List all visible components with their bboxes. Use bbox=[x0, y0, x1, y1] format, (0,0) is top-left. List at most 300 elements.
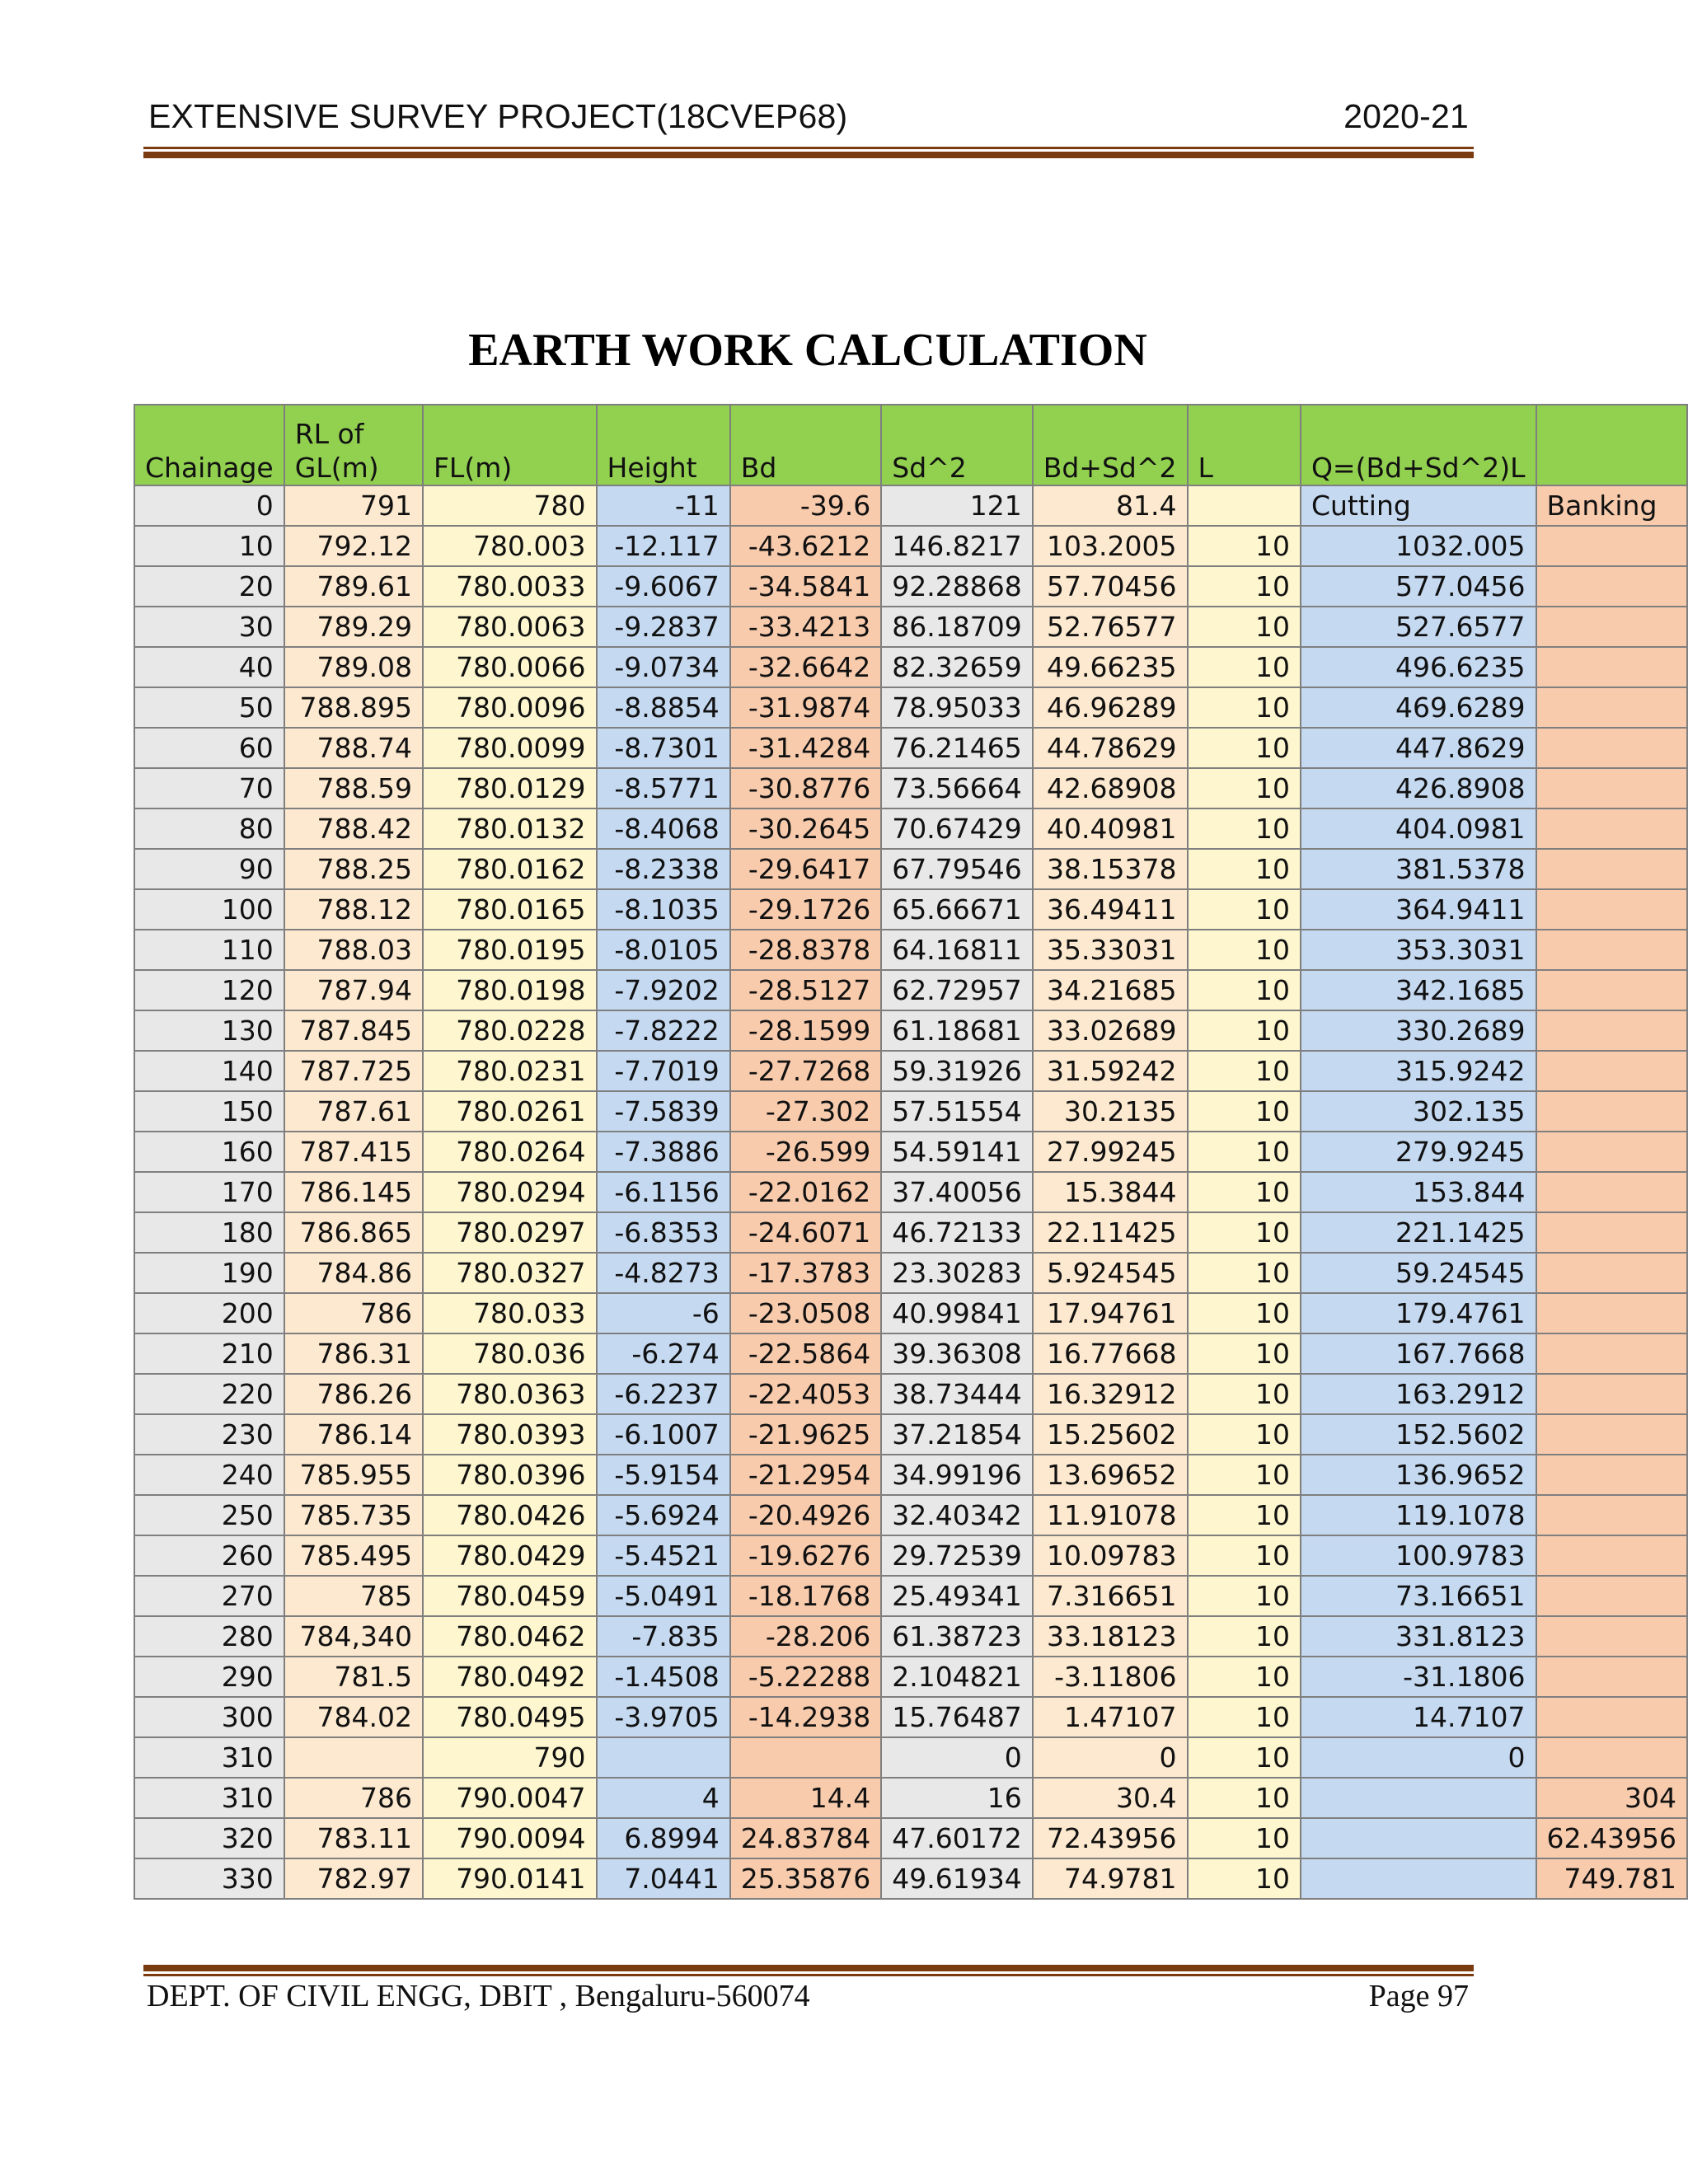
cell-fl: 790 bbox=[423, 1737, 597, 1778]
cell-bd-sd2: 16.77668 bbox=[1033, 1333, 1188, 1374]
table-row bbox=[134, 1818, 1687, 1858]
earthwork-table bbox=[134, 404, 1688, 1900]
cell-chainage: 230 bbox=[134, 1414, 284, 1455]
table-row bbox=[134, 647, 1687, 687]
cell-q: 0 bbox=[1301, 1737, 1536, 1778]
table-row bbox=[134, 1697, 1687, 1737]
cell-height: -6 bbox=[597, 1293, 730, 1333]
cell-bd-sd2: 40.40981 bbox=[1033, 808, 1188, 849]
cell-fl: 780.0327 bbox=[423, 1253, 597, 1293]
table-row bbox=[134, 485, 1687, 526]
cell-banking bbox=[1536, 930, 1688, 970]
cell-q: 221.1425 bbox=[1301, 1212, 1536, 1253]
table-row bbox=[134, 607, 1687, 647]
cell-rl-gl: 785.955 bbox=[284, 1455, 423, 1495]
cell-rl-gl: 788.03 bbox=[284, 930, 423, 970]
cell-bd-sd2: 81.4 bbox=[1033, 485, 1188, 526]
cell-rl-gl: 784.02 bbox=[284, 1697, 423, 1737]
cell-bd-sd2: 33.02689 bbox=[1033, 1010, 1188, 1051]
cell-banking bbox=[1536, 849, 1688, 889]
header-year: 2020-21 bbox=[1343, 97, 1469, 135]
cell-q bbox=[1301, 1858, 1536, 1899]
cell-bd-sd2: 35.33031 bbox=[1033, 930, 1188, 970]
cell-bd: -21.9625 bbox=[730, 1414, 881, 1455]
cell-fl: 780.0429 bbox=[423, 1535, 597, 1576]
cell-fl: 780 bbox=[423, 485, 597, 526]
cell-sd2: 92.28868 bbox=[881, 566, 1032, 607]
cell-fl: 780.0261 bbox=[423, 1091, 597, 1132]
cell-q: Cutting bbox=[1301, 485, 1536, 526]
cell-q: 136.9652 bbox=[1301, 1455, 1536, 1495]
cell-chainage: 290 bbox=[134, 1657, 284, 1697]
cell-height: -8.5771 bbox=[597, 768, 730, 808]
cell-height: -7.8222 bbox=[597, 1010, 730, 1051]
cell-fl: 780.0297 bbox=[423, 1212, 597, 1253]
cell-sd2: 2.104821 bbox=[881, 1657, 1032, 1697]
table-row bbox=[134, 1010, 1687, 1051]
cell-fl: 780.0099 bbox=[423, 728, 597, 768]
cell-banking: Banking bbox=[1536, 485, 1688, 526]
cell-sd2: 46.72133 bbox=[881, 1212, 1032, 1253]
cell-banking bbox=[1536, 1293, 1688, 1333]
table-row bbox=[134, 526, 1687, 566]
cell-banking bbox=[1536, 1051, 1688, 1091]
footer-rule bbox=[143, 1974, 1474, 1976]
cell-sd2: 62.72957 bbox=[881, 970, 1032, 1010]
cell-bd: -33.4213 bbox=[730, 607, 881, 647]
cell-height: -8.2338 bbox=[597, 849, 730, 889]
cell-q: 364.9411 bbox=[1301, 889, 1536, 930]
cell-sd2: 32.40342 bbox=[881, 1495, 1032, 1535]
cell-chainage: 310 bbox=[134, 1737, 284, 1778]
column-header: Height bbox=[597, 405, 730, 485]
table-row bbox=[134, 1616, 1687, 1657]
cell-l: 10 bbox=[1188, 1657, 1301, 1697]
cell-rl-gl: 788.42 bbox=[284, 808, 423, 849]
column-header: L bbox=[1188, 405, 1301, 485]
cell-chainage: 210 bbox=[134, 1333, 284, 1374]
cell-l: 10 bbox=[1188, 1535, 1301, 1576]
cell-fl: 780.0129 bbox=[423, 768, 597, 808]
cell-rl-gl: 783.11 bbox=[284, 1818, 423, 1858]
cell-bd: -31.9874 bbox=[730, 687, 881, 728]
cell-l: 10 bbox=[1188, 1737, 1301, 1778]
cell-chainage: 60 bbox=[134, 728, 284, 768]
cell-rl-gl: 788.59 bbox=[284, 768, 423, 808]
cell-sd2: 61.18681 bbox=[881, 1010, 1032, 1051]
cell-height: -9.6067 bbox=[597, 566, 730, 607]
cell-chainage: 260 bbox=[134, 1535, 284, 1576]
column-header: Bd bbox=[730, 405, 881, 485]
cell-bd-sd2: 5.924545 bbox=[1033, 1253, 1188, 1293]
cell-sd2: 34.99196 bbox=[881, 1455, 1032, 1495]
cell-bd: -24.6071 bbox=[730, 1212, 881, 1253]
table-row bbox=[134, 1778, 1687, 1818]
cell-bd: -22.5864 bbox=[730, 1333, 881, 1374]
cell-rl-gl: 785.495 bbox=[284, 1535, 423, 1576]
cell-bd: -21.2954 bbox=[730, 1455, 881, 1495]
cell-l: 10 bbox=[1188, 1495, 1301, 1535]
cell-height: -8.1035 bbox=[597, 889, 730, 930]
header-rule-thick bbox=[143, 152, 1474, 158]
cell-sd2: 29.72539 bbox=[881, 1535, 1032, 1576]
cell-height: 7.0441 bbox=[597, 1858, 730, 1899]
column-header bbox=[284, 405, 423, 485]
cell-q: 59.24545 bbox=[1301, 1253, 1536, 1293]
header-project-title: EXTENSIVE SURVEY PROJECT(18CVEP68) bbox=[148, 97, 848, 135]
cell-fl: 780.0264 bbox=[423, 1132, 597, 1172]
cell-fl: 780.0462 bbox=[423, 1616, 597, 1657]
cell-fl: 780.0426 bbox=[423, 1495, 597, 1535]
cell-chainage: 310 bbox=[134, 1778, 284, 1818]
cell-q: 331.8123 bbox=[1301, 1616, 1536, 1657]
cell-chainage: 0 bbox=[134, 485, 284, 526]
table-row bbox=[134, 1657, 1687, 1697]
cell-banking bbox=[1536, 1374, 1688, 1414]
cell-sd2: 40.99841 bbox=[881, 1293, 1032, 1333]
cell-sd2: 38.73444 bbox=[881, 1374, 1032, 1414]
table-row bbox=[134, 1535, 1687, 1576]
cell-rl-gl: 788.25 bbox=[284, 849, 423, 889]
cell-height: -9.2837 bbox=[597, 607, 730, 647]
cell-sd2: 78.95033 bbox=[881, 687, 1032, 728]
cell-fl: 780.0063 bbox=[423, 607, 597, 647]
column-header-label: RL of GL(m) bbox=[294, 418, 379, 484]
cell-banking: 62.43956 bbox=[1536, 1818, 1688, 1858]
cell-rl-gl: 781.5 bbox=[284, 1657, 423, 1697]
cell-sd2: 23.30283 bbox=[881, 1253, 1032, 1293]
cell-bd-sd2: 46.96289 bbox=[1033, 687, 1188, 728]
cell-chainage: 120 bbox=[134, 970, 284, 1010]
cell-q: 577.0456 bbox=[1301, 566, 1536, 607]
cell-banking bbox=[1536, 728, 1688, 768]
cell-l: 10 bbox=[1188, 1697, 1301, 1737]
cell-height: -7.3886 bbox=[597, 1132, 730, 1172]
cell-chainage: 280 bbox=[134, 1616, 284, 1657]
cell-sd2: 76.21465 bbox=[881, 728, 1032, 768]
cell-rl-gl: 787.725 bbox=[284, 1051, 423, 1091]
cell-q: 426.8908 bbox=[1301, 768, 1536, 808]
cell-banking bbox=[1536, 1616, 1688, 1657]
column-header: Q=(Bd+Sd^2)L bbox=[1301, 405, 1536, 485]
cell-l: 10 bbox=[1188, 1374, 1301, 1414]
cell-banking bbox=[1536, 687, 1688, 728]
cell-rl-gl: 788.12 bbox=[284, 889, 423, 930]
cell-banking bbox=[1536, 889, 1688, 930]
cell-height: -8.4068 bbox=[597, 808, 730, 849]
cell-l: 10 bbox=[1188, 1576, 1301, 1616]
cell-height: -9.0734 bbox=[597, 647, 730, 687]
cell-sd2: 47.60172 bbox=[881, 1818, 1032, 1858]
cell-height: -11 bbox=[597, 485, 730, 526]
cell-rl-gl: 786.26 bbox=[284, 1374, 423, 1414]
cell-q bbox=[1301, 1818, 1536, 1858]
cell-q: 179.4761 bbox=[1301, 1293, 1536, 1333]
cell-q: 73.16651 bbox=[1301, 1576, 1536, 1616]
column-header bbox=[1536, 405, 1688, 485]
column-header: Chainage bbox=[134, 405, 284, 485]
cell-fl: 780.0195 bbox=[423, 930, 597, 970]
cell-chainage: 250 bbox=[134, 1495, 284, 1535]
cell-height: 4 bbox=[597, 1778, 730, 1818]
cell-rl-gl: 792.12 bbox=[284, 526, 423, 566]
cell-fl: 780.0495 bbox=[423, 1697, 597, 1737]
cell-chainage: 270 bbox=[134, 1576, 284, 1616]
cell-sd2: 0 bbox=[881, 1737, 1032, 1778]
cell-rl-gl bbox=[284, 1737, 423, 1778]
table-row bbox=[134, 1172, 1687, 1212]
cell-sd2: 61.38723 bbox=[881, 1616, 1032, 1657]
cell-fl: 780.0231 bbox=[423, 1051, 597, 1091]
cell-bd: -14.2938 bbox=[730, 1697, 881, 1737]
table-row bbox=[134, 1212, 1687, 1253]
cell-q: 496.6235 bbox=[1301, 647, 1536, 687]
table-row bbox=[134, 1253, 1687, 1293]
cell-q: 279.9245 bbox=[1301, 1132, 1536, 1172]
cell-bd: -34.5841 bbox=[730, 566, 881, 607]
cell-height: -6.274 bbox=[597, 1333, 730, 1374]
table-row bbox=[134, 1414, 1687, 1455]
cell-fl: 780.033 bbox=[423, 1293, 597, 1333]
cell-bd-sd2: 13.69652 bbox=[1033, 1455, 1188, 1495]
cell-bd-sd2: 72.43956 bbox=[1033, 1818, 1188, 1858]
cell-banking bbox=[1536, 1091, 1688, 1132]
cell-height: -6.8353 bbox=[597, 1212, 730, 1253]
table-row bbox=[134, 1374, 1687, 1414]
table-row bbox=[134, 1132, 1687, 1172]
cell-banking bbox=[1536, 566, 1688, 607]
cell-sd2: 64.16811 bbox=[881, 930, 1032, 970]
cell-bd: 24.83784 bbox=[730, 1818, 881, 1858]
cell-rl-gl: 791 bbox=[284, 485, 423, 526]
table-row bbox=[134, 1455, 1687, 1495]
cell-rl-gl: 787.415 bbox=[284, 1132, 423, 1172]
cell-height: -4.8273 bbox=[597, 1253, 730, 1293]
table-row bbox=[134, 1576, 1687, 1616]
cell-q: 315.9242 bbox=[1301, 1051, 1536, 1091]
cell-fl: 780.0363 bbox=[423, 1374, 597, 1414]
cell-banking bbox=[1536, 1333, 1688, 1374]
cell-rl-gl: 784.86 bbox=[284, 1253, 423, 1293]
cell-fl: 780.003 bbox=[423, 526, 597, 566]
cell-fl: 780.0492 bbox=[423, 1657, 597, 1697]
cell-fl: 780.0165 bbox=[423, 889, 597, 930]
cell-banking: 304 bbox=[1536, 1778, 1688, 1818]
cell-sd2: 67.79546 bbox=[881, 849, 1032, 889]
cell-fl: 790.0141 bbox=[423, 1858, 597, 1899]
cell-l bbox=[1188, 485, 1301, 526]
cell-sd2: 59.31926 bbox=[881, 1051, 1032, 1091]
cell-bd-sd2: 52.76577 bbox=[1033, 607, 1188, 647]
cell-banking bbox=[1536, 1737, 1688, 1778]
cell-l: 10 bbox=[1188, 1010, 1301, 1051]
cell-height: -5.6924 bbox=[597, 1495, 730, 1535]
cell-banking bbox=[1536, 1535, 1688, 1576]
cell-sd2: 73.56664 bbox=[881, 768, 1032, 808]
table-row bbox=[134, 1333, 1687, 1374]
cell-bd: -32.6642 bbox=[730, 647, 881, 687]
cell-banking: 749.781 bbox=[1536, 1858, 1688, 1899]
cell-bd-sd2: 30.4 bbox=[1033, 1778, 1188, 1818]
cell-l: 10 bbox=[1188, 687, 1301, 728]
cell-q: 381.5378 bbox=[1301, 849, 1536, 889]
cell-banking bbox=[1536, 1576, 1688, 1616]
cell-bd: -22.0162 bbox=[730, 1172, 881, 1212]
cell-fl: 780.0096 bbox=[423, 687, 597, 728]
cell-bd: -31.4284 bbox=[730, 728, 881, 768]
column-header: Bd+Sd^2 bbox=[1033, 405, 1188, 485]
cell-l: 10 bbox=[1188, 1172, 1301, 1212]
cell-l: 10 bbox=[1188, 889, 1301, 930]
cell-l: 10 bbox=[1188, 1455, 1301, 1495]
cell-rl-gl: 787.94 bbox=[284, 970, 423, 1010]
cell-bd: -29.6417 bbox=[730, 849, 881, 889]
cell-banking bbox=[1536, 1697, 1688, 1737]
cell-height: -3.9705 bbox=[597, 1697, 730, 1737]
cell-l: 10 bbox=[1188, 1212, 1301, 1253]
cell-banking bbox=[1536, 1172, 1688, 1212]
cell-rl-gl: 785 bbox=[284, 1576, 423, 1616]
cell-banking bbox=[1536, 1455, 1688, 1495]
cell-fl: 780.0198 bbox=[423, 970, 597, 1010]
cell-l: 10 bbox=[1188, 607, 1301, 647]
cell-chainage: 70 bbox=[134, 768, 284, 808]
cell-sd2: 37.21854 bbox=[881, 1414, 1032, 1455]
cell-height: -7.5839 bbox=[597, 1091, 730, 1132]
cell-bd-sd2: 1.47107 bbox=[1033, 1697, 1188, 1737]
cell-l: 10 bbox=[1188, 1333, 1301, 1374]
cell-fl: 780.0132 bbox=[423, 808, 597, 849]
cell-chainage: 180 bbox=[134, 1212, 284, 1253]
cell-sd2: 70.67429 bbox=[881, 808, 1032, 849]
cell-bd: -26.599 bbox=[730, 1132, 881, 1172]
table-row bbox=[134, 768, 1687, 808]
cell-sd2: 57.51554 bbox=[881, 1091, 1032, 1132]
cell-chainage: 160 bbox=[134, 1132, 284, 1172]
cell-rl-gl: 786 bbox=[284, 1293, 423, 1333]
cell-q: 153.844 bbox=[1301, 1172, 1536, 1212]
cell-banking bbox=[1536, 1010, 1688, 1051]
cell-bd-sd2: 16.32912 bbox=[1033, 1374, 1188, 1414]
cell-sd2: 86.18709 bbox=[881, 607, 1032, 647]
cell-height: -6.2237 bbox=[597, 1374, 730, 1414]
cell-height: -7.7019 bbox=[597, 1051, 730, 1091]
cell-l: 10 bbox=[1188, 526, 1301, 566]
cell-banking bbox=[1536, 768, 1688, 808]
table-row bbox=[134, 566, 1687, 607]
cell-l: 10 bbox=[1188, 1778, 1301, 1818]
cell-sd2: 146.8217 bbox=[881, 526, 1032, 566]
table-row bbox=[134, 1495, 1687, 1535]
cell-bd: -22.4053 bbox=[730, 1374, 881, 1414]
cell-sd2: 16 bbox=[881, 1778, 1032, 1818]
cell-chainage: 190 bbox=[134, 1253, 284, 1293]
cell-rl-gl: 785.735 bbox=[284, 1495, 423, 1535]
cell-sd2: 54.59141 bbox=[881, 1132, 1032, 1172]
cell-l: 10 bbox=[1188, 1051, 1301, 1091]
cell-bd: -28.5127 bbox=[730, 970, 881, 1010]
cell-l: 10 bbox=[1188, 768, 1301, 808]
cell-height: -6.1007 bbox=[597, 1414, 730, 1455]
cell-bd: -28.8378 bbox=[730, 930, 881, 970]
cell-bd: -27.302 bbox=[730, 1091, 881, 1132]
cell-sd2: 25.49341 bbox=[881, 1576, 1032, 1616]
cell-chainage: 90 bbox=[134, 849, 284, 889]
table-header-row bbox=[134, 405, 1687, 485]
cell-l: 10 bbox=[1188, 1818, 1301, 1858]
cell-bd-sd2: 15.3844 bbox=[1033, 1172, 1188, 1212]
cell-height: -5.9154 bbox=[597, 1455, 730, 1495]
cell-q: 330.2689 bbox=[1301, 1010, 1536, 1051]
cell-rl-gl: 782.97 bbox=[284, 1858, 423, 1899]
cell-sd2: 121 bbox=[881, 485, 1032, 526]
cell-height: -8.8854 bbox=[597, 687, 730, 728]
cell-bd-sd2: 44.78629 bbox=[1033, 728, 1188, 768]
cell-q: 167.7668 bbox=[1301, 1333, 1536, 1374]
cell-fl: 780.036 bbox=[423, 1333, 597, 1374]
cell-height: -7.9202 bbox=[597, 970, 730, 1010]
cell-rl-gl: 788.895 bbox=[284, 687, 423, 728]
cell-l: 10 bbox=[1188, 1414, 1301, 1455]
cell-fl: 780.0162 bbox=[423, 849, 597, 889]
cell-fl: 780.0066 bbox=[423, 647, 597, 687]
cell-fl: 780.0396 bbox=[423, 1455, 597, 1495]
cell-banking bbox=[1536, 1253, 1688, 1293]
page-label: Page bbox=[1368, 1979, 1430, 2013]
cell-bd: -30.2645 bbox=[730, 808, 881, 849]
cell-sd2: 82.32659 bbox=[881, 647, 1032, 687]
cell-height bbox=[597, 1737, 730, 1778]
cell-bd-sd2: 10.09783 bbox=[1033, 1535, 1188, 1576]
cell-height: -6.1156 bbox=[597, 1172, 730, 1212]
cell-fl: 790.0047 bbox=[423, 1778, 597, 1818]
cell-bd-sd2: 34.21685 bbox=[1033, 970, 1188, 1010]
cell-bd-sd2: 30.2135 bbox=[1033, 1091, 1188, 1132]
cell-l: 10 bbox=[1188, 930, 1301, 970]
cell-bd-sd2: 15.25602 bbox=[1033, 1414, 1188, 1455]
cell-sd2: 65.66671 bbox=[881, 889, 1032, 930]
cell-chainage: 20 bbox=[134, 566, 284, 607]
footer-rule-thick bbox=[143, 1965, 1474, 1971]
footer-page-number bbox=[1369, 1978, 1469, 2014]
cell-bd-sd2: 38.15378 bbox=[1033, 849, 1188, 889]
cell-rl-gl: 789.61 bbox=[284, 566, 423, 607]
cell-bd: 14.4 bbox=[730, 1778, 881, 1818]
cell-chainage: 330 bbox=[134, 1858, 284, 1899]
cell-l: 10 bbox=[1188, 566, 1301, 607]
cell-bd-sd2: 31.59242 bbox=[1033, 1051, 1188, 1091]
table-row bbox=[134, 849, 1687, 889]
cell-q: 163.2912 bbox=[1301, 1374, 1536, 1414]
cell-chainage: 80 bbox=[134, 808, 284, 849]
cell-rl-gl: 789.08 bbox=[284, 647, 423, 687]
cell-chainage: 320 bbox=[134, 1818, 284, 1858]
table-row bbox=[134, 808, 1687, 849]
cell-banking bbox=[1536, 1657, 1688, 1697]
cell-height: -8.7301 bbox=[597, 728, 730, 768]
cell-bd-sd2: 57.70456 bbox=[1033, 566, 1188, 607]
cell-bd: -29.1726 bbox=[730, 889, 881, 930]
cell-bd: -39.6 bbox=[730, 485, 881, 526]
cell-bd-sd2: 36.49411 bbox=[1033, 889, 1188, 930]
cell-height: 6.8994 bbox=[597, 1818, 730, 1858]
cell-l: 10 bbox=[1188, 1858, 1301, 1899]
cell-sd2: 49.61934 bbox=[881, 1858, 1032, 1899]
cell-q: -31.1806 bbox=[1301, 1657, 1536, 1697]
cell-height: -8.0105 bbox=[597, 930, 730, 970]
footer-department: DEPT. OF CIVIL ENGG, DBIT , Bengaluru-560074 bbox=[147, 1979, 810, 2013]
header-rule bbox=[143, 147, 1474, 149]
